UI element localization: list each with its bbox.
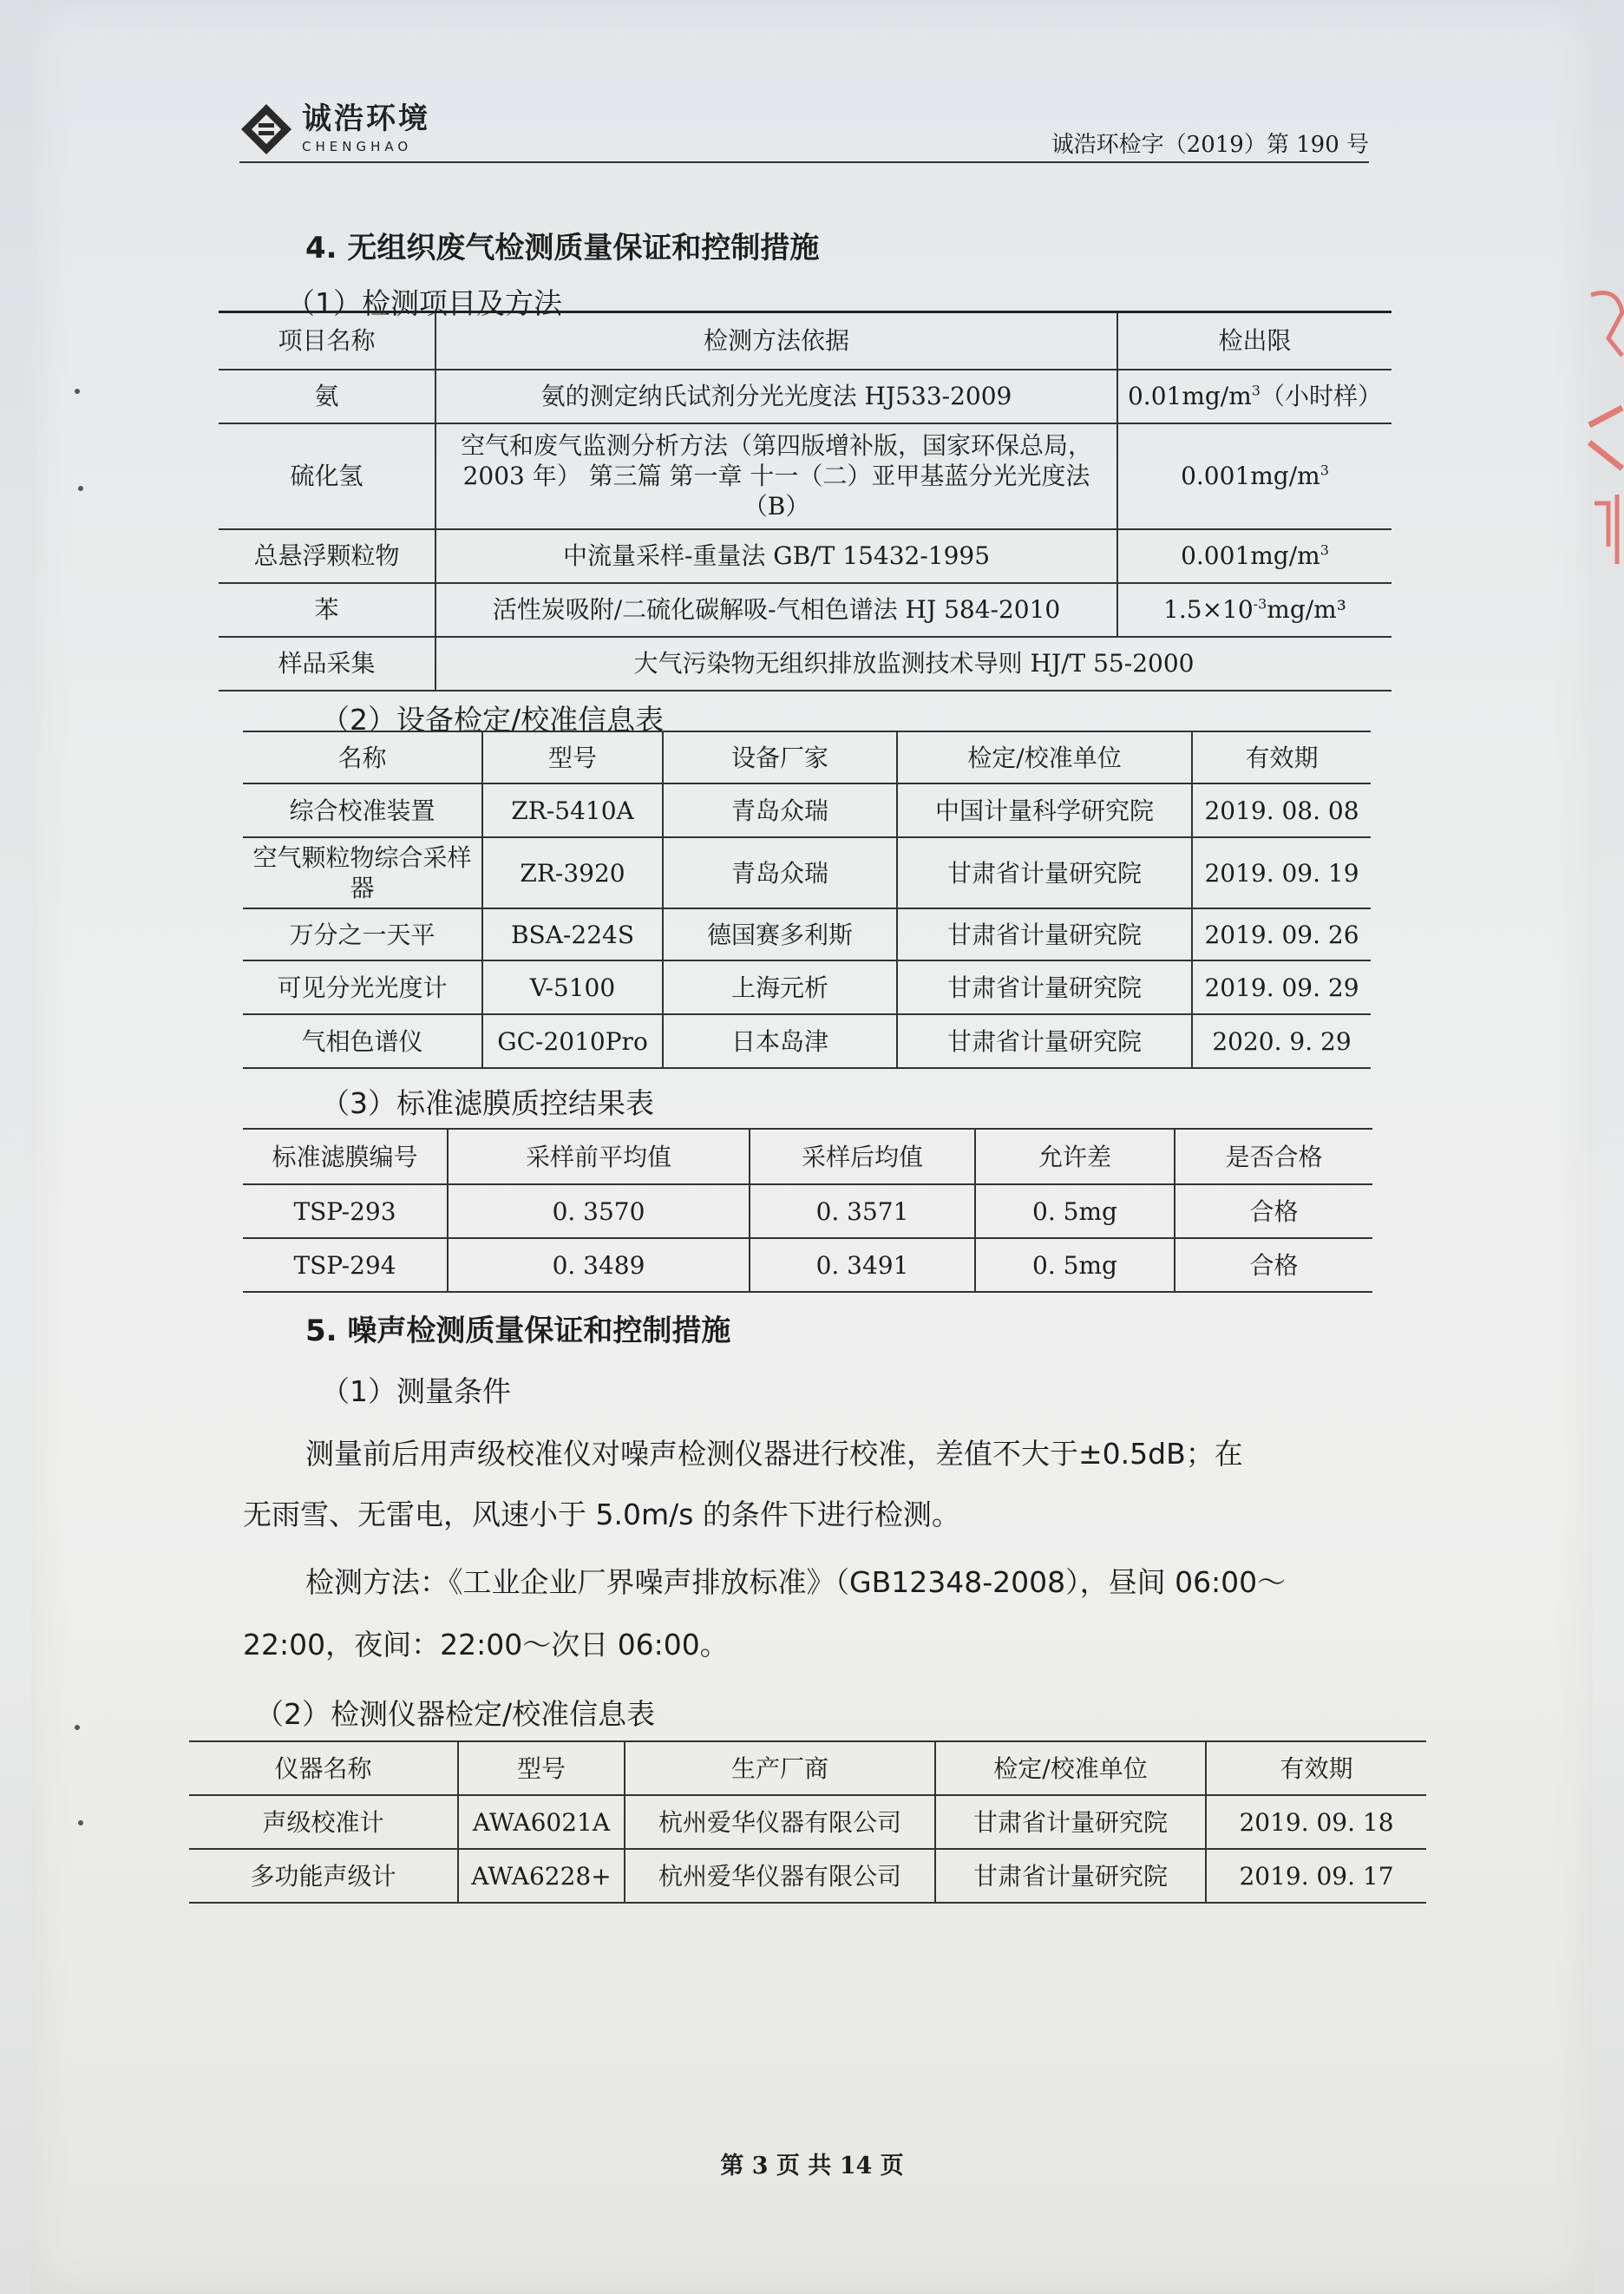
header-divider (239, 161, 1369, 163)
table-header-cell: 检定/校准单位 (897, 731, 1192, 783)
table-row (219, 583, 1392, 637)
method-cell: 氨的测定纳氏试剂分光光度法 HJ533-2009 (435, 370, 1117, 423)
table-row (189, 1849, 1426, 1903)
table-cell: 甘肃省计量研究院 (935, 1849, 1206, 1903)
table-cell: 德国赛多利斯 (663, 908, 897, 960)
limit-cell: $1.5\times 10^{-3}mg/m^3$ (1117, 583, 1392, 637)
item-name-cell: 苯 (219, 583, 435, 637)
table-cell: 多功能声级计 (189, 1849, 458, 1903)
section-4-title: 4. 无组织废气检测质量保证和控制措施 (305, 231, 820, 265)
table-cell: 0. 5mg (975, 1184, 1175, 1238)
paragraph-line: 检测方法：《工业企业厂界噪声排放标准》（GB12348-2008），昼间 06:00～ (305, 1565, 1287, 1599)
table-row (243, 1184, 1372, 1238)
logo-chinese-name: 诚浩环境 (302, 102, 430, 136)
company-logo (239, 102, 430, 156)
table-header-row (243, 731, 1371, 783)
table-row (189, 1795, 1426, 1849)
table-header-cell: 有效期 (1192, 731, 1371, 783)
table-cell: 甘肃省计量研究院 (897, 908, 1192, 960)
table-cell: 万分之一天平 (243, 908, 482, 960)
table-header-row (189, 1741, 1426, 1795)
logo-mark-icon (239, 102, 293, 156)
sampling-standard-cell: 大气污染物无组织排放监测技术导则 HJ/T 55-2000 (435, 637, 1392, 691)
table-row (243, 960, 1371, 1014)
filter-qc-table (243, 1128, 1372, 1293)
method-cell: 空气和废气监测分析方法（第四版增补版，国家环保总局，2003 年） 第三篇 第一章 十一（二）亚甲基蓝分光光度法（B） (435, 423, 1117, 529)
method-cell: 活性炭吸附/二硫化碳解吸-气相色谱法 HJ 584-2010 (435, 583, 1117, 637)
limit-cell: $0.01mg/m^3$（小时样） (1117, 370, 1392, 423)
table-header-cell: 有效期 (1206, 1741, 1426, 1795)
section-4-subtitle-1: （1）检测项目及方法 (286, 286, 562, 320)
table-cell: TSP-293 (243, 1184, 448, 1238)
table-cell: 0. 3571 (750, 1184, 975, 1238)
table-cell: 0. 3489 (448, 1238, 750, 1292)
table-row (219, 529, 1392, 583)
table-header-row (243, 1129, 1372, 1184)
table-row (219, 370, 1392, 423)
table-cell: GC-2010Pro (482, 1014, 663, 1068)
item-name-cell: 总悬浮颗粒物 (219, 529, 435, 583)
table-header-cell: 生产厂商 (625, 1741, 935, 1795)
table-header-cell: 允许差 (975, 1129, 1175, 1184)
binding-hole-mark (78, 486, 83, 491)
binding-hole-mark (78, 1820, 83, 1825)
section-4-subtitle-3: （3）标准滤膜质控结果表 (321, 1086, 654, 1120)
table-cell: 合格 (1175, 1184, 1372, 1238)
table-cell: BSA-224S (482, 908, 663, 960)
table-header-cell: 标准滤膜编号 (243, 1129, 448, 1184)
table-cell: V-5100 (482, 960, 663, 1014)
table-header-cell: 型号 (482, 731, 663, 783)
table-row (219, 423, 1392, 529)
section-5-title: 5. 噪声检测质量保证和控制措施 (305, 1314, 731, 1348)
table-cell: 杭州爱华仪器有限公司 (625, 1849, 935, 1903)
table-row (243, 837, 1371, 908)
table-cell: ZR-5410A (482, 783, 663, 837)
table-cell: 上海元析 (663, 960, 897, 1014)
table-cell: 2019. 08. 08 (1192, 783, 1371, 837)
page-number: 第 3 页 共 14 页 (720, 2153, 904, 2179)
table-cell: 青岛众瑞 (663, 783, 897, 837)
table-cell: 综合校准装置 (243, 783, 482, 837)
table-cell: TSP-294 (243, 1238, 448, 1292)
table-cell: 0. 3570 (448, 1184, 750, 1238)
table-cell: 2019. 09. 26 (1192, 908, 1371, 960)
table-cell: 空气颗粒物综合采样器 (243, 837, 482, 908)
table-header-cell: 是否合格 (1175, 1129, 1372, 1184)
table-row (243, 1238, 1372, 1292)
table-cell: 2019. 09. 29 (1192, 960, 1371, 1014)
table-cell: 气相色谱仪 (243, 1014, 482, 1068)
table-header-cell: 检测方法依据 (435, 312, 1117, 370)
table-cell: 甘肃省计量研究院 (897, 960, 1192, 1014)
item-name-cell: 硫化氢 (219, 423, 435, 529)
limit-cell: $0.001mg/m^3$ (1117, 423, 1392, 529)
table-cell: 中国计量科学研究院 (897, 783, 1192, 837)
table-cell: AWA6228+ (458, 1849, 625, 1903)
red-stamp-fragment (1582, 286, 1624, 607)
table-cell: 2020. 9. 29 (1192, 1014, 1371, 1068)
paragraph-line: 无雨雪、无雷电，风速小于 5.0m/s 的条件下进行检测。 (243, 1498, 960, 1531)
table-cell: 2019. 09. 18 (1206, 1795, 1426, 1849)
paragraph-line: 测量前后用声级校准仪对噪声检测仪器进行校准，差值不大于±0.5dB；在 (305, 1437, 1243, 1471)
paragraph-line: 22:00，夜间：22:00～次日 06:00。 (243, 1628, 729, 1662)
logo-english-name: CHENGHAO (302, 139, 413, 154)
table-cell: 甘肃省计量研究院 (897, 837, 1192, 908)
table-cell: 甘肃省计量研究院 (897, 1014, 1192, 1068)
table-cell: 日本岛津 (663, 1014, 897, 1068)
section-5-subtitle-1: （1）测量条件 (321, 1374, 511, 1408)
table-cell: 甘肃省计量研究院 (935, 1795, 1206, 1849)
table-header-cell: 检定/校准单位 (935, 1741, 1206, 1795)
table-header-cell: 名称 (243, 731, 482, 783)
limit-cell: $0.001mg/m^3$ (1117, 529, 1392, 583)
binding-hole-mark (75, 389, 80, 394)
table-cell: 0. 5mg (975, 1238, 1175, 1292)
binding-hole-mark (75, 1725, 80, 1730)
table-row (243, 1014, 1371, 1068)
table-header-cell: 检出限 (1117, 312, 1392, 370)
table-cell: 可见分光光度计 (243, 960, 482, 1014)
section-4-subtitle-2: （2）设备检定/校准信息表 (321, 703, 665, 737)
table-header-cell: 项目名称 (219, 312, 435, 370)
table-row (243, 908, 1371, 960)
table-header-cell: 采样前平均值 (448, 1129, 750, 1184)
table-cell: 2019. 09. 19 (1192, 837, 1371, 908)
document-number: 诚浩环检字（2019）第 190 号 (1051, 132, 1369, 158)
table-header-cell: 仪器名称 (189, 1741, 458, 1795)
table-header-cell: 型号 (458, 1741, 625, 1795)
table-cell: 2019. 09. 17 (1206, 1849, 1426, 1903)
section-5-subtitle-2: （2）检测仪器检定/校准信息表 (255, 1697, 656, 1731)
method-cell: 中流量采样-重量法 GB/T 15432-1995 (435, 529, 1117, 583)
table-cell: AWA6021A (458, 1795, 625, 1849)
table-header-row (219, 312, 1392, 370)
table-header-cell: 采样后均值 (750, 1129, 975, 1184)
table-row (243, 783, 1371, 837)
table-cell: 声级校准计 (189, 1795, 458, 1849)
equipment-calibration-table (243, 731, 1371, 1069)
item-name-cell: 氨 (219, 370, 435, 423)
detection-method-table (219, 311, 1392, 691)
table-header-cell: 设备厂家 (663, 731, 897, 783)
table-row (219, 637, 1392, 691)
item-name-cell: 样品采集 (219, 637, 435, 691)
noise-instrument-table (189, 1740, 1426, 1904)
table-cell: 0. 3491 (750, 1238, 975, 1292)
table-cell: ZR-3920 (482, 837, 663, 908)
table-cell: 青岛众瑞 (663, 837, 897, 908)
table-cell: 杭州爱华仪器有限公司 (625, 1795, 935, 1849)
table-cell: 合格 (1175, 1238, 1372, 1292)
